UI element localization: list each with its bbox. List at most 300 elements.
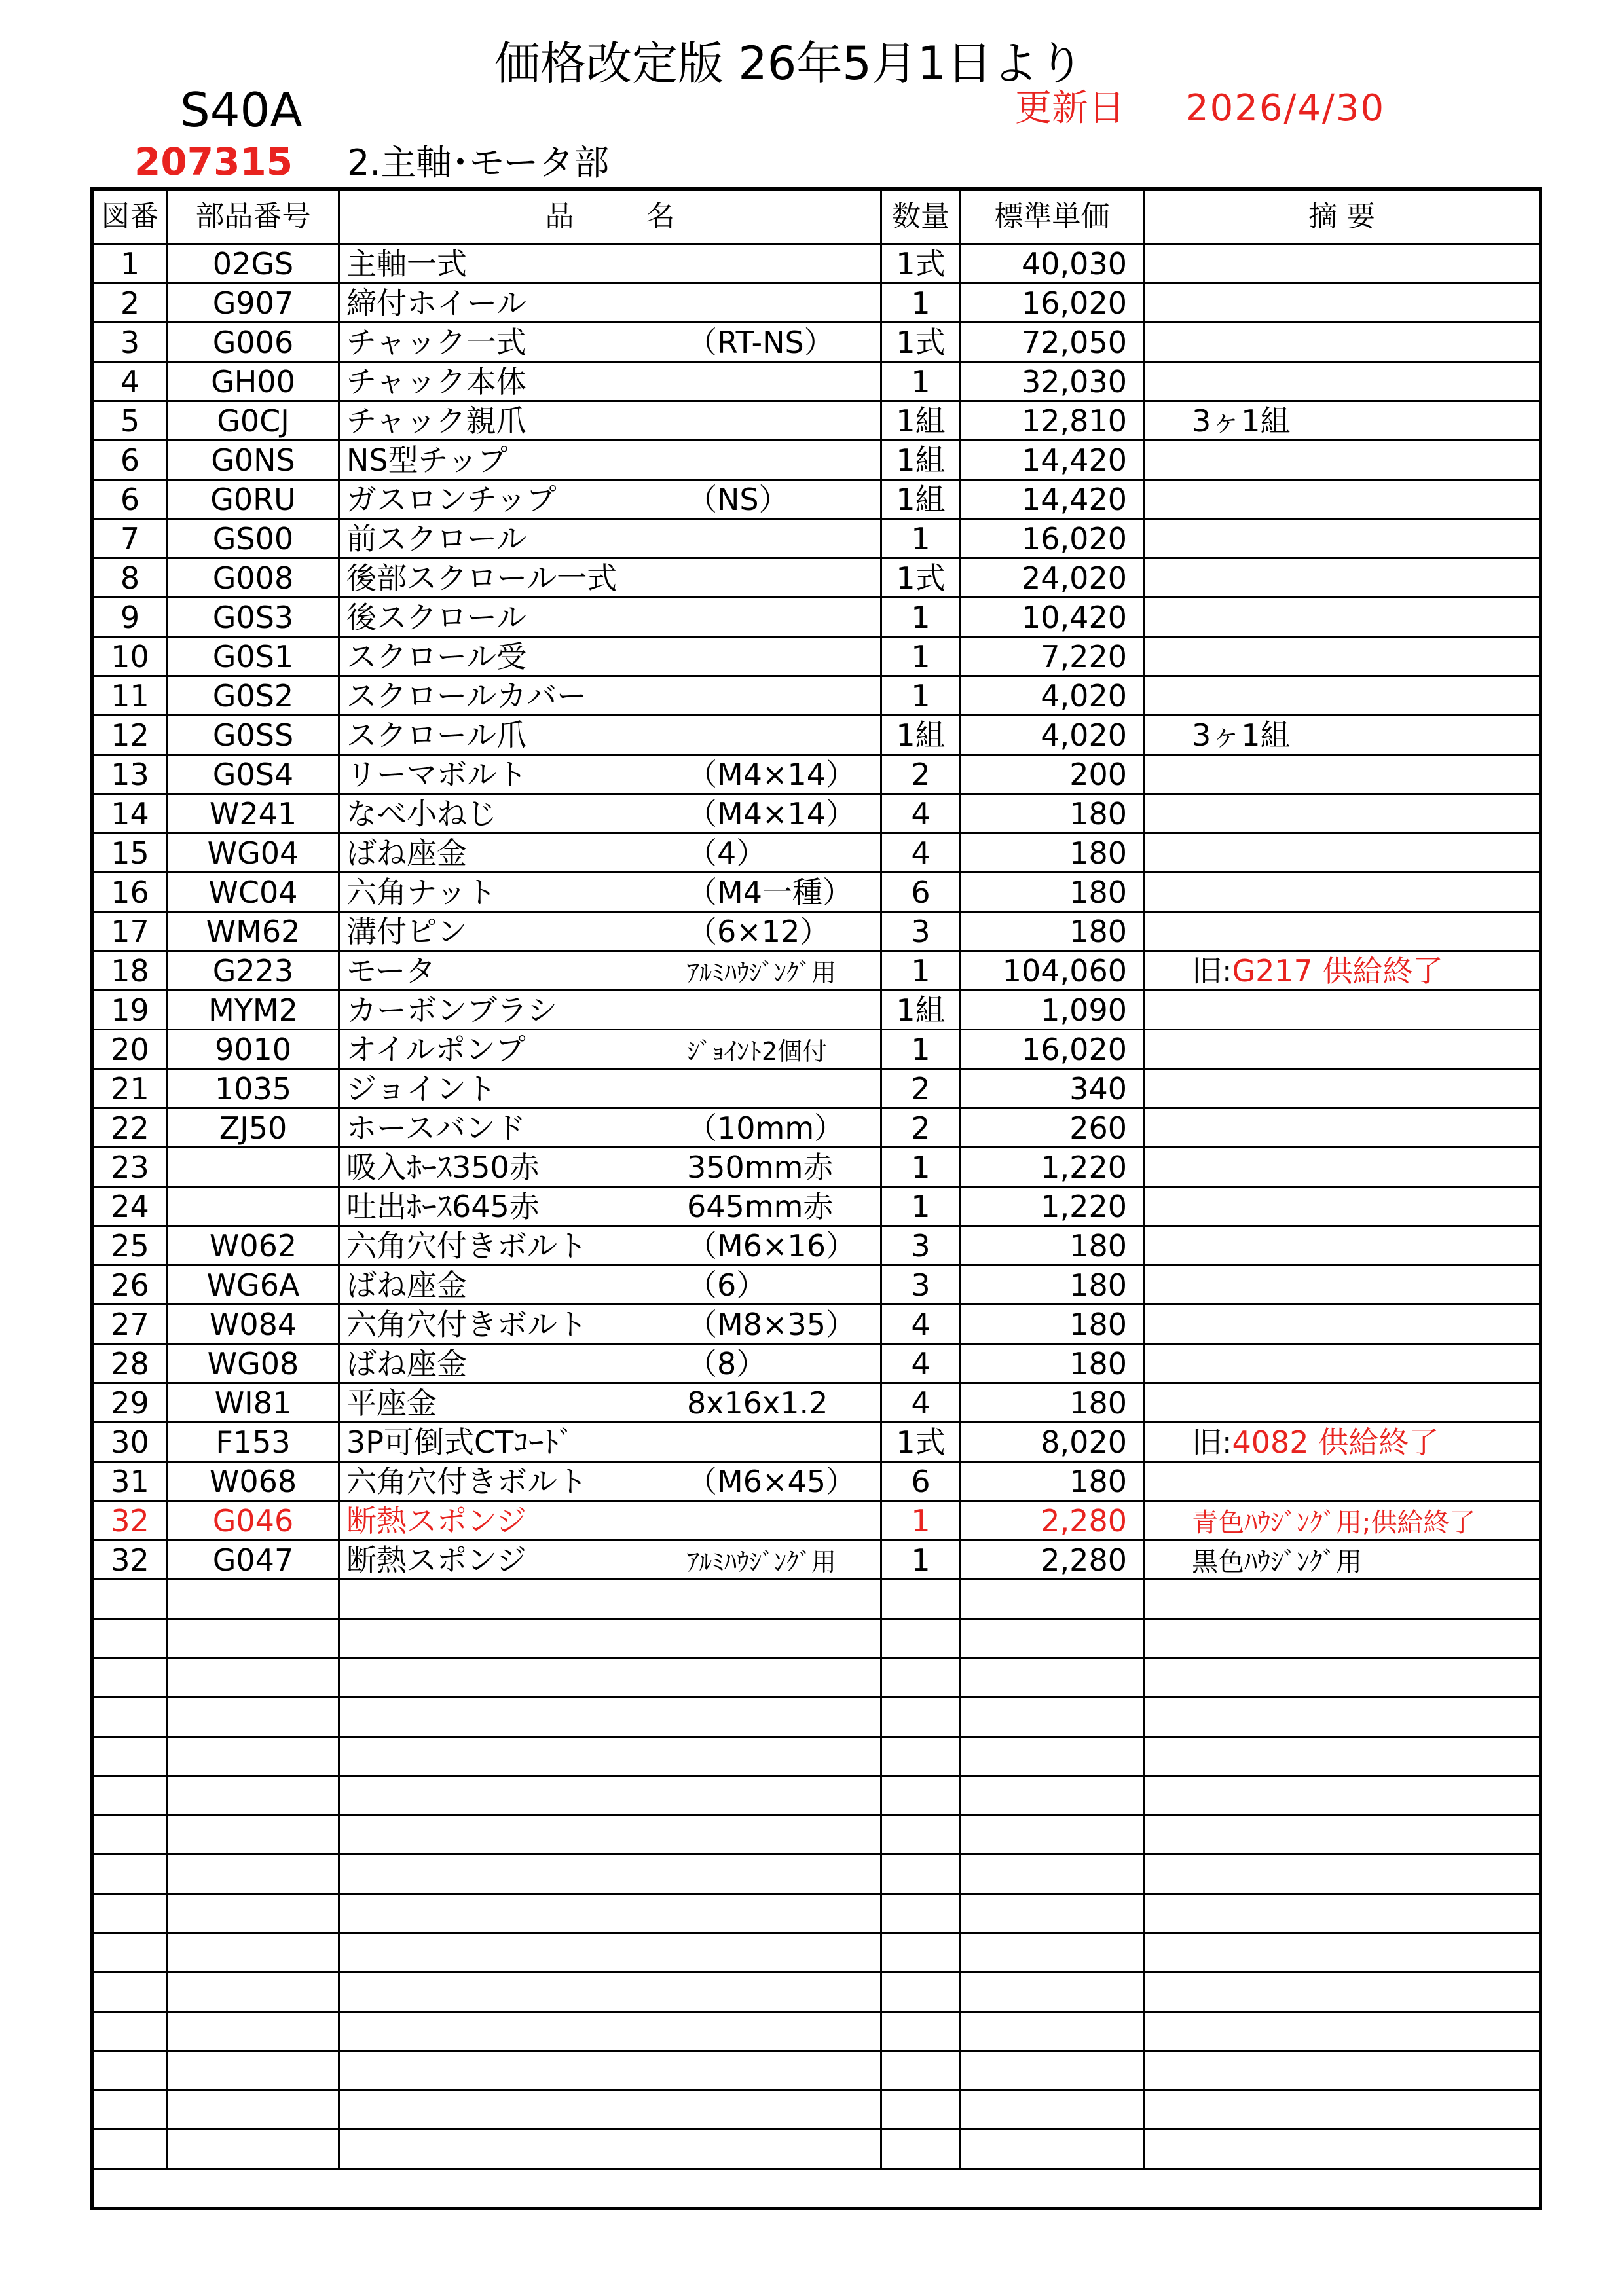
- note-cell: [1144, 873, 1541, 912]
- table-row: [92, 637, 1541, 676]
- fig-no-cell: 16: [92, 873, 168, 912]
- part-spec: （10mm）: [687, 1110, 845, 1146]
- part-no-cell: 02GS: [168, 244, 339, 283]
- table-row: [92, 1226, 1541, 1266]
- empty-row: [92, 1933, 1541, 1973]
- name-cell: [339, 441, 881, 480]
- name-cell: [339, 244, 881, 283]
- part-no-cell: F153: [168, 1423, 339, 1462]
- price-cell: 180: [961, 1266, 1144, 1305]
- qty-cell: 1組: [881, 401, 961, 441]
- note-text: 旧:: [1192, 1424, 1232, 1460]
- note-cell: [1144, 716, 1541, 755]
- empty-row: [92, 2169, 1541, 2209]
- part-no-cell: GS00: [168, 519, 339, 558]
- qty-cell: 1式: [881, 244, 961, 283]
- qty-cell: 1式: [881, 1423, 961, 1462]
- name-cell: [339, 1462, 881, 1501]
- empty-cell: [92, 1894, 168, 1933]
- empty-cell: [168, 2051, 339, 2090]
- empty-cell: [881, 2051, 961, 2090]
- empty-row: [92, 2090, 1541, 2130]
- empty-cell: [961, 1580, 1144, 1619]
- table-row: [92, 1148, 1541, 1187]
- empty-cell: [1144, 2012, 1541, 2051]
- part-name: 断熱スポンジ: [346, 1542, 526, 1578]
- note-cell: [1144, 519, 1541, 558]
- part-name: 六角穴付きボルト: [346, 1228, 587, 1264]
- name-cell: [339, 833, 881, 873]
- part-no-cell: G047: [168, 1540, 339, 1580]
- part-spec: （NS）: [687, 481, 789, 517]
- part-name: チャック本体: [346, 363, 526, 399]
- empty-cell: [92, 1658, 168, 1698]
- empty-cell: [881, 1973, 961, 2012]
- name-cell: [339, 1266, 881, 1305]
- empty-cell: [881, 1698, 961, 1737]
- price-cell: 72,050: [961, 323, 1144, 362]
- qty-cell: 1: [881, 283, 961, 323]
- parts-table: [90, 187, 1542, 2210]
- empty-cell: [339, 1580, 881, 1619]
- table-row: [92, 283, 1541, 323]
- empty-cell: [168, 1737, 339, 1776]
- qty-cell: 1: [881, 1540, 961, 1580]
- qty-cell: 4: [881, 1344, 961, 1383]
- empty-cell: [168, 1973, 339, 2012]
- name-cell: [339, 1383, 881, 1423]
- table-row: [92, 794, 1541, 833]
- fig-no-cell: 10: [92, 637, 168, 676]
- table-row: [92, 912, 1541, 951]
- empty-cell: [339, 1698, 881, 1737]
- part-name: 後部スクロール一式: [346, 560, 618, 596]
- fig-no-cell: 20: [92, 1030, 168, 1069]
- name-cell: [339, 873, 881, 912]
- empty-cell: [961, 1973, 1144, 2012]
- fig-no-cell: 24: [92, 1187, 168, 1226]
- part-no-cell: 1035: [168, 1069, 339, 1108]
- empty-cell: [1144, 1580, 1541, 1619]
- empty-cell: [339, 1973, 881, 2012]
- empty-cell: [881, 1815, 961, 1855]
- qty-cell: 1組: [881, 991, 961, 1030]
- part-spec: （M4×14）: [687, 756, 857, 792]
- part-name: 3P可倒式CTｺｰﾄﾞ: [346, 1424, 574, 1460]
- part-no-cell: GH00: [168, 362, 339, 401]
- empty-cell: [961, 2130, 1144, 2169]
- note-cell: [1144, 244, 1541, 283]
- qty-cell: 4: [881, 1383, 961, 1423]
- empty-cell: [168, 1658, 339, 1698]
- qty-cell: 1組: [881, 716, 961, 755]
- fig-no-cell: 12: [92, 716, 168, 755]
- empty-cell: [961, 1776, 1144, 1815]
- note-cell: [1144, 1383, 1541, 1423]
- price-cell: 4,020: [961, 676, 1144, 716]
- fig-no-cell: 6: [92, 441, 168, 480]
- fig-no-cell: 32: [92, 1501, 168, 1540]
- name-cell: [339, 716, 881, 755]
- part-no-cell: WC04: [168, 873, 339, 912]
- fig-no-cell: 2: [92, 283, 168, 323]
- empty-cell: [881, 1580, 961, 1619]
- price-cell: 180: [961, 1462, 1144, 1501]
- price-cell: 340: [961, 1069, 1144, 1108]
- price-cell: 1,220: [961, 1187, 1144, 1226]
- table-row: [92, 1187, 1541, 1226]
- empty-cell: [168, 1894, 339, 1933]
- price-cell: 14,420: [961, 480, 1144, 519]
- empty-cell: [961, 1933, 1144, 1973]
- price-cell: 7,220: [961, 637, 1144, 676]
- name-cell: [339, 558, 881, 598]
- part-no-cell: G0CJ: [168, 401, 339, 441]
- qty-cell: 1: [881, 1030, 961, 1069]
- note-text: 旧:: [1192, 953, 1232, 989]
- part-no-cell: G0S2: [168, 676, 339, 716]
- empty-cell: [961, 1815, 1144, 1855]
- price-cell: 104,060: [961, 951, 1144, 991]
- qty-cell: 1: [881, 1501, 961, 1540]
- qty-cell: 1組: [881, 480, 961, 519]
- note-cell: [1144, 912, 1541, 951]
- part-no-cell: W062: [168, 1226, 339, 1266]
- fig-no-cell: 6: [92, 480, 168, 519]
- name-cell: [339, 323, 881, 362]
- part-no-cell: G0S1: [168, 637, 339, 676]
- empty-cell: [339, 1894, 881, 1933]
- part-no-cell: G046: [168, 1501, 339, 1540]
- empty-cell: [339, 2012, 881, 2051]
- fig-no-cell: 22: [92, 1108, 168, 1148]
- empty-cell: [881, 1933, 961, 1973]
- empty-cell: [1144, 1973, 1541, 2012]
- empty-cell: [881, 1855, 961, 1894]
- note-cell: [1144, 1108, 1541, 1148]
- fig-no-cell: 29: [92, 1383, 168, 1423]
- table-row: [92, 716, 1541, 755]
- empty-cell: [92, 1580, 168, 1619]
- qty-cell: 1: [881, 637, 961, 676]
- part-no-cell: G0NS: [168, 441, 339, 480]
- qty-cell: 1組: [881, 441, 961, 480]
- part-name: スクロール爪: [346, 717, 527, 753]
- note-cell: [1144, 951, 1541, 991]
- header-part-no: 部品番号: [168, 189, 339, 244]
- empty-cell: [92, 1737, 168, 1776]
- table-row: [92, 1462, 1541, 1501]
- header-name-a: 品: [545, 200, 574, 233]
- empty-cell: [168, 2090, 339, 2130]
- empty-cell: [339, 1815, 881, 1855]
- updated-label: 更新日: [1015, 87, 1125, 130]
- price-cell: 24,020: [961, 558, 1144, 598]
- fig-no-cell: 1: [92, 244, 168, 283]
- document-title: 価格改定版 26年5月1日より: [494, 37, 1084, 90]
- part-no-cell: MYM2: [168, 991, 339, 1030]
- empty-row: [92, 1776, 1541, 1815]
- note-cell: [1144, 362, 1541, 401]
- empty-cell: [168, 1619, 339, 1658]
- price-cell: 16,020: [961, 283, 1144, 323]
- table-row: [92, 401, 1541, 441]
- price-cell: 1,090: [961, 991, 1144, 1030]
- part-name: チャック親爪: [346, 403, 526, 439]
- price-cell: 2,280: [961, 1501, 1144, 1540]
- table-row: [92, 558, 1541, 598]
- part-no-cell: WG04: [168, 833, 339, 873]
- model-code: 207315: [134, 139, 293, 184]
- part-no-cell: G0S4: [168, 755, 339, 794]
- table-row: [92, 1305, 1541, 1344]
- table-row: [92, 1030, 1541, 1069]
- empty-cell: [339, 1776, 881, 1815]
- empty-cell: [92, 1619, 168, 1658]
- price-cell: 180: [961, 1305, 1144, 1344]
- name-cell: [339, 1148, 881, 1187]
- price-cell: 2,280: [961, 1540, 1144, 1580]
- fig-no-cell: 11: [92, 676, 168, 716]
- empty-cell: [961, 1698, 1144, 1737]
- section-title: 2.主軸･モータ部: [347, 142, 610, 183]
- note-cell: [1144, 637, 1541, 676]
- header-price: 標準単価: [961, 189, 1144, 244]
- part-name: ガスロンチップ: [346, 481, 557, 517]
- fig-no-cell: 27: [92, 1305, 168, 1344]
- empty-row: [92, 1658, 1541, 1698]
- note-cell: [1144, 401, 1541, 441]
- qty-cell: 1: [881, 676, 961, 716]
- table-row: [92, 1069, 1541, 1108]
- header-qty: 数量: [881, 189, 961, 244]
- empty-cell: [1144, 2090, 1541, 2130]
- part-spec: 645mm赤: [687, 1188, 834, 1224]
- part-name: リーマボルト: [346, 756, 527, 792]
- table-row: [92, 755, 1541, 794]
- note-cell: [1144, 558, 1541, 598]
- note-cell: [1144, 1462, 1541, 1501]
- name-cell: [339, 1108, 881, 1148]
- part-no-cell: G0RU: [168, 480, 339, 519]
- part-name: ジョイント: [346, 1070, 497, 1106]
- qty-cell: 2: [881, 1069, 961, 1108]
- name-cell: [339, 951, 881, 991]
- fig-no-cell: 26: [92, 1266, 168, 1305]
- part-no-cell: G006: [168, 323, 339, 362]
- empty-cell: [339, 2051, 881, 2090]
- empty-cell: [92, 2051, 168, 2090]
- part-name: 吐出ﾎｰｽ645赤: [346, 1188, 540, 1224]
- empty-cell: [92, 1933, 168, 1973]
- fig-no-cell: 19: [92, 991, 168, 1030]
- note-cell: [1144, 1501, 1541, 1540]
- part-no-cell: WM62: [168, 912, 339, 951]
- empty-cell: [168, 1933, 339, 1973]
- empty-row: [92, 1973, 1541, 2012]
- table-row: [92, 1540, 1541, 1580]
- empty-row: [92, 1894, 1541, 1933]
- empty-cell: [92, 2090, 168, 2130]
- part-name: 断熱スポンジ: [346, 1503, 526, 1539]
- empty-cell: [961, 1737, 1144, 1776]
- fig-no-cell: 28: [92, 1344, 168, 1383]
- updated-date: 2026/4/30: [1185, 87, 1386, 130]
- empty-row: [92, 2130, 1541, 2169]
- part-name: 前スクロール: [346, 520, 527, 556]
- qty-cell: 1: [881, 951, 961, 991]
- note-text: 3ヶ1組: [1192, 717, 1291, 753]
- empty-cell: [1144, 1894, 1541, 1933]
- name-cell: [339, 1540, 881, 1580]
- empty-cell: [168, 1580, 339, 1619]
- name-cell: [339, 1030, 881, 1069]
- empty-row: [92, 2051, 1541, 2090]
- note-cell: [1144, 480, 1541, 519]
- part-no-cell: W084: [168, 1305, 339, 1344]
- empty-cell: [961, 1855, 1144, 1894]
- price-cell: 14,420: [961, 441, 1144, 480]
- fig-no-cell: 30: [92, 1423, 168, 1462]
- empty-row: [92, 1737, 1541, 1776]
- part-spec: ｱﾙﾐﾊｳｼﾞﾝｸﾞ用: [687, 958, 837, 987]
- empty-cell: [881, 2090, 961, 2130]
- note-cell: [1144, 833, 1541, 873]
- empty-cell: [168, 2012, 339, 2051]
- qty-cell: 1: [881, 1148, 961, 1187]
- part-no-cell: [168, 1148, 339, 1187]
- part-no-cell: ZJ50: [168, 1108, 339, 1148]
- part-no-cell: G008: [168, 558, 339, 598]
- note-cell: [1144, 1226, 1541, 1266]
- note-cell: [1144, 1266, 1541, 1305]
- name-cell: [339, 283, 881, 323]
- part-name: 平座金: [346, 1385, 437, 1421]
- header-fig-no: 図番: [92, 189, 168, 244]
- price-cell: 180: [961, 873, 1144, 912]
- empty-row: [92, 1855, 1541, 1894]
- part-spec: （M4一種）: [687, 874, 853, 910]
- name-cell: [339, 519, 881, 558]
- note-cell: [1144, 755, 1541, 794]
- empty-cell: [92, 1815, 168, 1855]
- note-cell: [1144, 1187, 1541, 1226]
- table-row: [92, 480, 1541, 519]
- fig-no-cell: 21: [92, 1069, 168, 1108]
- empty-row: [92, 1698, 1541, 1737]
- empty-cell: [881, 1737, 961, 1776]
- empty-cell: [339, 1933, 881, 1973]
- price-cell: 200: [961, 755, 1144, 794]
- qty-cell: 1式: [881, 323, 961, 362]
- table-row: [92, 1423, 1541, 1462]
- part-name: オイルポンプ: [346, 1031, 526, 1067]
- name-cell: [339, 755, 881, 794]
- price-cell: 180: [961, 794, 1144, 833]
- empty-cell: [168, 2130, 339, 2169]
- part-name: 締付ホイール: [346, 285, 527, 321]
- empty-cell: [168, 1698, 339, 1737]
- empty-cell: [1144, 2051, 1541, 2090]
- part-spec: 8x16x1.2: [687, 1385, 828, 1421]
- qty-cell: 4: [881, 794, 961, 833]
- part-no-cell: 9010: [168, 1030, 339, 1069]
- empty-cell: [881, 1619, 961, 1658]
- part-spec: （6×12）: [687, 913, 830, 949]
- table-row: [92, 441, 1541, 480]
- empty-cell: [168, 1815, 339, 1855]
- part-name: スクロール受: [346, 638, 527, 674]
- empty-cell: [1144, 1855, 1541, 1894]
- note-cell: [1144, 991, 1541, 1030]
- price-cell: 180: [961, 1226, 1144, 1266]
- price-cell: 180: [961, 833, 1144, 873]
- empty-cell: [1144, 1737, 1541, 1776]
- note-cell: [1144, 676, 1541, 716]
- name-cell: [339, 676, 881, 716]
- table-row: [92, 1344, 1541, 1383]
- part-name: ばね座金: [346, 1267, 467, 1303]
- part-name: ばね座金: [346, 835, 467, 871]
- part-no-cell: WG08: [168, 1344, 339, 1383]
- part-name: 後スクロール: [346, 599, 527, 635]
- table-row: [92, 1383, 1541, 1423]
- table-row: [92, 1108, 1541, 1148]
- part-name: 吸入ﾎｰｽ350赤: [346, 1149, 540, 1185]
- part-spec: （RT-NS）: [687, 324, 834, 360]
- part-name: チャック一式: [346, 324, 526, 360]
- fig-no-cell: 31: [92, 1462, 168, 1501]
- empty-cell: [1144, 1658, 1541, 1698]
- part-no-cell: WI81: [168, 1383, 339, 1423]
- part-no-cell: G223: [168, 951, 339, 991]
- fig-no-cell: 15: [92, 833, 168, 873]
- empty-cell: [92, 1855, 168, 1894]
- part-spec: ｱﾙﾐﾊｳｼﾞﾝｸﾞ用: [687, 1547, 837, 1576]
- price-cell: 16,020: [961, 1030, 1144, 1069]
- part-name: 主軸一式: [346, 246, 467, 282]
- table-row: [92, 991, 1541, 1030]
- name-cell: [339, 991, 881, 1030]
- price-cell: 8,020: [961, 1423, 1144, 1462]
- empty-cell: [961, 2051, 1144, 2090]
- qty-cell: 2: [881, 1108, 961, 1148]
- name-cell: [339, 598, 881, 637]
- note-red-text: G217 供給終了: [1232, 953, 1443, 989]
- qty-cell: 1: [881, 362, 961, 401]
- part-name: 六角穴付きボルト: [346, 1463, 587, 1499]
- empty-row: [92, 1619, 1541, 1658]
- name-cell: [339, 912, 881, 951]
- empty-cell: [1144, 1776, 1541, 1815]
- fig-no-cell: 32: [92, 1540, 168, 1580]
- note-cell: [1144, 1540, 1541, 1580]
- table-row: [92, 362, 1541, 401]
- empty-row: [92, 1580, 1541, 1619]
- header-name-b: 名: [646, 200, 675, 233]
- fig-no-cell: 17: [92, 912, 168, 951]
- model-name: S40A: [180, 82, 303, 137]
- note-cell: [1144, 283, 1541, 323]
- qty-cell: 4: [881, 1305, 961, 1344]
- table-row: [92, 1266, 1541, 1305]
- fig-no-cell: 4: [92, 362, 168, 401]
- part-no-cell: G0S3: [168, 598, 339, 637]
- empty-cell: [92, 1698, 168, 1737]
- part-spec: （M4×14）: [687, 795, 857, 831]
- fig-no-cell: 25: [92, 1226, 168, 1266]
- price-cell: 180: [961, 1344, 1144, 1383]
